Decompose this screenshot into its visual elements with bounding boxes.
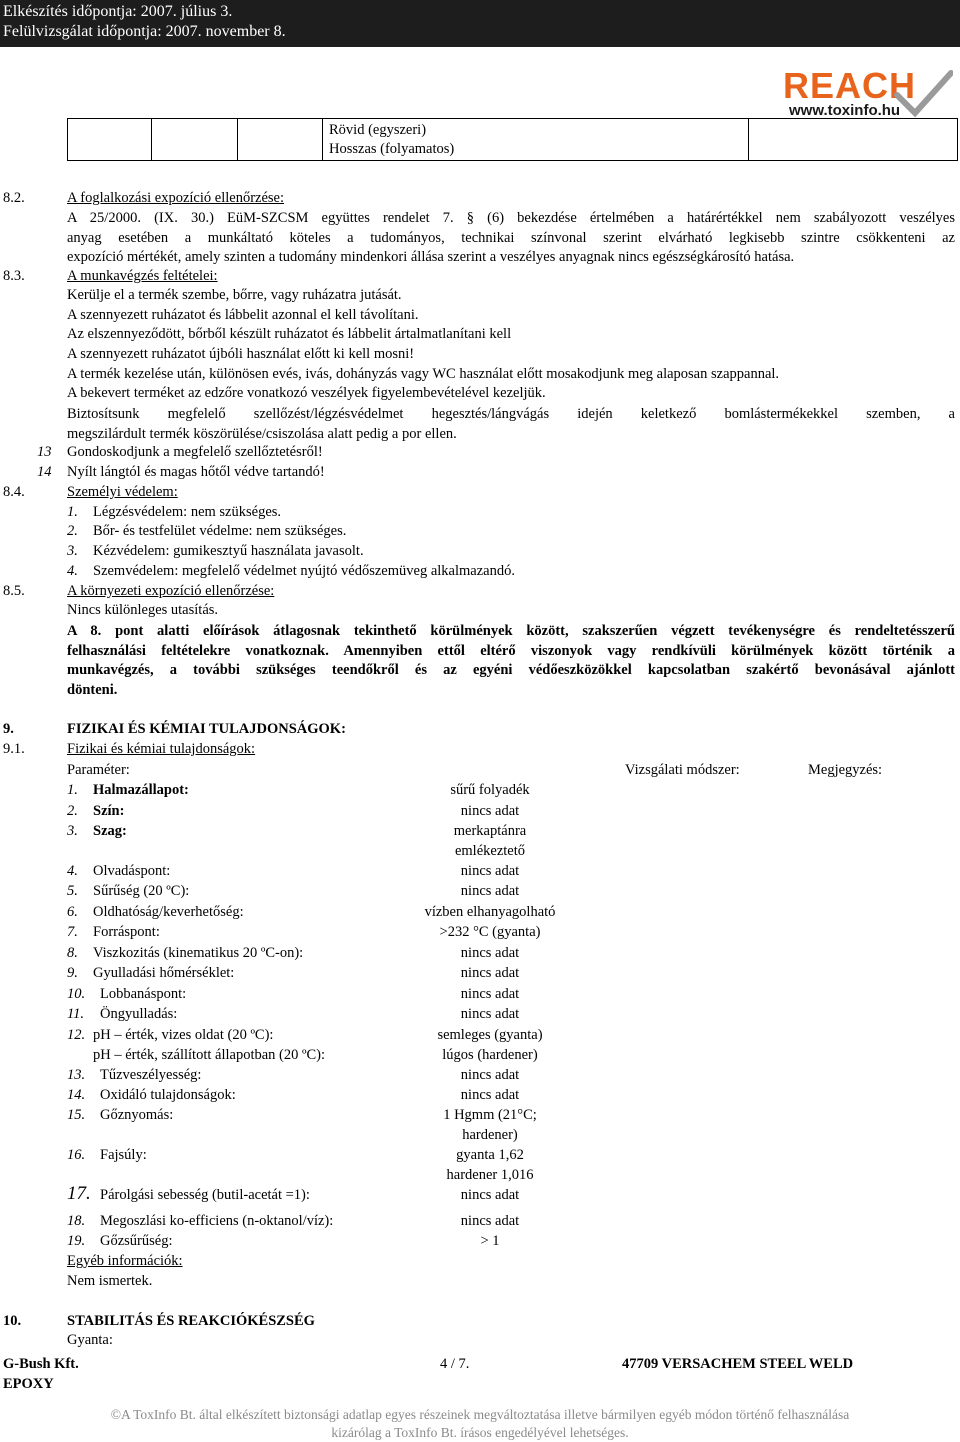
section-number: 8.2.: [3, 190, 25, 206]
property-label: Oldhatóság/keverhetőség:: [93, 904, 244, 920]
page-header: [0, 0, 960, 47]
property-label: Lobbanáspont:: [100, 986, 187, 1002]
item-number: 1.: [67, 504, 78, 520]
other-info-text: Nem ismertek.: [67, 1273, 153, 1289]
property-label: Szín:: [93, 803, 125, 819]
text-line: Gyanta:: [67, 1332, 113, 1348]
text-line: A termék kezelése után, különösen evés, ivás, dohányzás vagy WC használat előtt mosakodjunk meg alaposan szappannal.: [67, 366, 780, 382]
property-number: 15.: [67, 1107, 86, 1123]
column-header-parameter: Paraméter:: [67, 762, 130, 778]
property-label: pH – érték, vizes oldat (20 ºC):: [93, 1027, 274, 1043]
property-number: 12.: [67, 1027, 86, 1043]
property-value: merkaptánra: [453, 823, 527, 839]
table-cell: [238, 119, 323, 161]
section-title: A környezeti expozíció ellenőrzése:: [67, 583, 275, 599]
section-8-bold-note: A 8. pont alatti előírások átlagosnak tekinthető körülmények között, szakszerűen végzett tevékenységre és rendeltetésszerű felhasználási feltételekre vonatkoznak. Amennyiben ettől eltérő viszonyok vagy rendkívüli körülmények között történik a munkavégzés, a további szükséges teendőkről és az egyéni védőeszközökkel kapcsolatban szakértő bevonásával ajánlott dönteni.: [67, 623, 955, 698]
property-label: Szag:: [93, 823, 127, 839]
copyright-note: ©A ToxInfo Bt. által elkészített biztonsági adatlap egyes részeinek megváltoztatása illetve bármilyen egyéb módon történő felhasználása: [110, 1407, 850, 1422]
property-value-continued: hardener 1,016: [446, 1167, 534, 1183]
property-number: 19.: [67, 1233, 86, 1249]
property-number: 6.: [67, 904, 78, 920]
property-value: nincs adat: [460, 1006, 520, 1022]
property-value: nincs adat: [460, 1067, 520, 1083]
property-number: 13.: [67, 1067, 86, 1083]
property-value: >232 °C (gyanta): [439, 924, 541, 940]
property-value: vízben elhanyagolható: [424, 904, 556, 920]
property-label: Fajsúly:: [100, 1147, 147, 1163]
property-number: 17.: [67, 1183, 91, 1204]
item-number: 3.: [67, 543, 78, 559]
property-value: nincs adat: [460, 803, 520, 819]
property-value: lúgos (hardener): [442, 1047, 538, 1063]
list-item: Szemvédelem: megfelelő védelmet nyújtó védőszemüveg alkalmazandó.: [93, 563, 515, 579]
text-line: A szennyezett ruházatot újbóli használat előtt ki kell mosni!: [67, 346, 415, 362]
section-title: A munkavégzés feltételei:: [67, 268, 218, 284]
property-label: Tűzveszélyesség:: [100, 1067, 202, 1083]
property-label: Halmazállapot:: [93, 782, 189, 798]
property-label: Viszkozitás (kinematikus 20 ºC-on):: [93, 945, 304, 961]
ventilation-paragraph: Biztosítsunk megfelelő szellőzést/légzésvédelmet hegesztés/lángvágás idején keletkező bomlástermékekkel szemben, a megszilárdult termék köszörülése/csiszolása alatt pedig a por ellen.: [67, 406, 955, 442]
text-line: Az elszennyeződött, bőrből készült ruházatot és lábbelit ártalmatlanítani kell: [67, 326, 512, 342]
property-value: nincs adat: [460, 863, 520, 879]
property-number: 2.: [67, 803, 78, 819]
property-value: nincs adat: [460, 1187, 520, 1203]
exposure-duration-cell: Rövid (egyszeri) Hosszas (folyamatos): [323, 119, 749, 161]
property-label: Gőzsűrűség:: [100, 1233, 173, 1249]
text-line: Gondoskodjunk a megfelelő szellőztetésről!: [67, 444, 323, 460]
section-title: A foglalkozási expozíció ellenőrzése:: [67, 190, 285, 206]
property-label: Forráspont:: [93, 924, 160, 940]
property-number: 10.: [67, 986, 86, 1002]
section-number: 9.1.: [3, 741, 25, 757]
item-number: 2.: [67, 523, 78, 539]
column-header-method: Vizsgálati módszer:: [625, 762, 740, 778]
text-line: Nyílt lángtól és magas hőtől védve tartandó!: [67, 464, 325, 480]
footer-product-continued: EPOXY: [3, 1376, 54, 1392]
property-value-continued: emlékeztető: [454, 843, 526, 859]
exposure-table: [67, 118, 958, 161]
property-label: Megoszlási ko-efficiens (n-oktanol/víz):: [100, 1213, 334, 1229]
property-number: 8.: [67, 945, 78, 961]
table-cell: [749, 119, 958, 161]
text-line: Nincs különleges utasítás.: [67, 602, 219, 618]
creation-date: Elkészítés időpontja: 2007. július 3.: [3, 3, 233, 20]
property-value: nincs adat: [460, 883, 520, 899]
property-number: 7.: [67, 924, 78, 940]
section-title: Személyi védelem:: [67, 484, 178, 500]
property-value: nincs adat: [460, 965, 520, 981]
property-number: 1.: [67, 782, 78, 798]
footer-company: G-Bush Kft.: [3, 1356, 79, 1372]
column-header-note: Megjegyzés:: [808, 762, 883, 778]
property-number: 5.: [67, 883, 78, 899]
property-label: Párolgási sebesség (butil-acetát =1):: [100, 1187, 310, 1203]
text-line: A bekevert terméket az edzőre vonatkozó veszélyek figyelembevételével kezeljük.: [67, 385, 546, 401]
property-number: 3.: [67, 823, 78, 839]
property-number: 18.: [67, 1213, 86, 1229]
property-label: Olvadáspont:: [93, 863, 171, 879]
section-8-2-text: A 25/2000. (IX. 30.) EüM-SZCSM együttes rendelet 7. § (6) bekezdése értelmében a határértékkel nem szabályozott veszélyes anyag esetében a munkáltató köteles a tudományos, technikai színvonal szerint elvárható legkisebb szintre csökkenteni az expozíció mértékét, amely szinten a tudomány mindenkori állása szerint a veszélyes anyagnak nincs egészségkárosító hatása.: [67, 210, 955, 265]
reach-logo: REACH www.toxinfo.hu: [783, 65, 953, 123]
table-cell: [68, 119, 152, 161]
item-number: 14: [37, 464, 52, 480]
property-number: 11.: [67, 1006, 85, 1022]
item-number: 13: [37, 444, 52, 460]
property-label: Gőznyomás:: [100, 1107, 174, 1123]
item-number: 4.: [67, 563, 78, 579]
property-value: sűrű folyadék: [450, 782, 530, 798]
property-value: > 1: [480, 1233, 500, 1249]
list-item: Kézvédelem: gumikesztyű használata javasolt.: [93, 543, 364, 559]
section-title: FIZIKAI ÉS KÉMIAI TULAJDONSÁGOK:: [67, 721, 346, 737]
section-number: 9.: [3, 721, 14, 737]
section-number: 8.4.: [3, 484, 25, 500]
property-value: semleges (gyanta): [437, 1027, 543, 1043]
property-label: Oxidáló tulajdonságok:: [100, 1087, 236, 1103]
property-label: pH – érték, szállított állapotban (20 ºC):: [93, 1047, 326, 1063]
property-value: 1 Hgmm (21°C;: [443, 1107, 537, 1123]
copyright-note: kizárólag a ToxInfo Bt. írásos engedélyével lehetséges.: [331, 1425, 629, 1440]
property-label: Sűrűség (20 ºC):: [93, 883, 190, 899]
section-number: 8.5.: [3, 583, 25, 599]
property-value: nincs adat: [460, 986, 520, 1002]
table-cell: [152, 119, 238, 161]
property-number: 14.: [67, 1087, 86, 1103]
property-label: Öngyulladás:: [100, 1006, 178, 1022]
property-value-continued: hardener): [462, 1127, 518, 1143]
section-title: Fizikai és kémiai tulajdonságok:: [67, 741, 256, 757]
revision-date: Felülvizsgálat időpontja: 2007. november 8.: [3, 23, 286, 40]
section-number: 8.3.: [3, 268, 25, 284]
property-value: nincs adat: [460, 1087, 520, 1103]
section-title: STABILITÁS ÉS REAKCIÓKÉSZSÉG: [67, 1313, 315, 1329]
property-number: 4.: [67, 863, 78, 879]
property-number: 16.: [67, 1147, 86, 1163]
property-number: 9.: [67, 965, 78, 981]
list-item: Légzésvédelem: nem szükséges.: [93, 504, 282, 520]
checkmark-icon: [893, 69, 953, 119]
property-value: nincs adat: [460, 1213, 520, 1229]
page-number: 4 / 7.: [440, 1356, 470, 1372]
property-label: Gyulladási hőmérséklet:: [93, 965, 235, 981]
property-value: nincs adat: [460, 945, 520, 961]
text-line: A szennyezett ruházatot és lábbelit azonnal el kell távolítani.: [67, 307, 419, 323]
section-number: 10.: [3, 1313, 22, 1329]
property-value: gyanta 1,62: [456, 1147, 524, 1163]
footer-product: 47709 VERSACHEM STEEL WELD: [622, 1356, 854, 1372]
other-info-title: Egyéb információk:: [67, 1253, 183, 1269]
list-item: Bőr- és testfelület védelme: nem szükséges.: [93, 523, 347, 539]
text-line: Kerülje el a termék szembe, bőrre, vagy ruházatra jutását.: [67, 287, 402, 303]
